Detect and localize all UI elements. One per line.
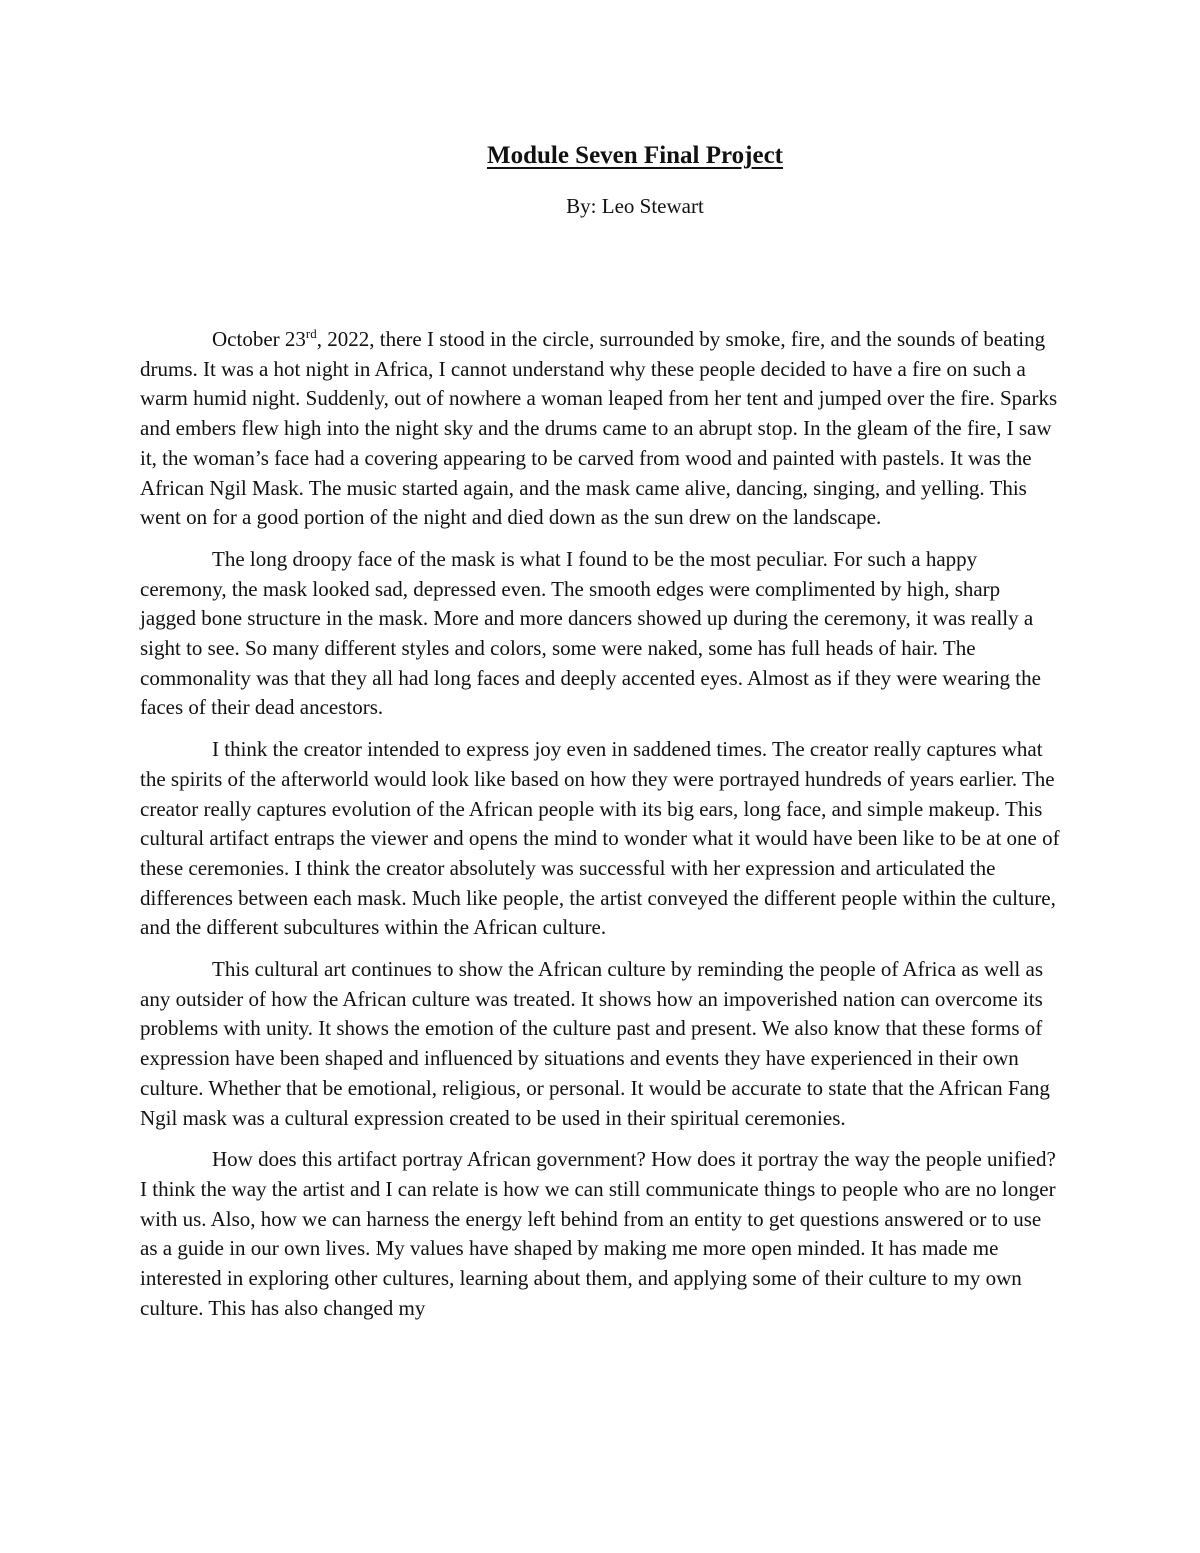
paragraph-4: This cultural art continues to show the African culture by reminding the people of Africa as well as any outsider of how the African culture was treated. It shows how an impoverished nation can overcome its problems with unity. It shows the emotion of the culture past and present. We also know that these forms of expression have been shaped and influenced by situations and events they have experienced in their own culture. Whether that be emotional, religious, or personal. It would be accurate to state that the African Fang Ngil mask was a cultural expression created to be used in their spiritual ceremonies.	[140, 957, 1050, 1130]
paragraph-2: The long droopy face of the mask is what I found to be the most peculiar. For such a happy ceremony, the mask looked sad, depressed even. The smooth edges were complimented by high, sharp jagged bone structure in the mask. More and more dancers showed up during the ceremony, it was really a sight to see. So many different styles and colors, some were naked, some has full heads of hair. The commonality was that they all had long faces and deeply accented eyes. Almost as if they were wearing the faces of their dead ancestors.	[140, 546, 1041, 720]
date-lead: October 23	[212, 327, 306, 351]
paragraph-1	[140, 325, 1060, 533]
paragraph-5: How does this artifact portray African government? How does it portray the way the people unified? I think the way the artist and I can relate is how we can still communicate things to people who are no longer with us. Also, how we can harness the energy left behind from an entity to get questions answered or to use as a guide in our own lives. My values have shaped by making me more open minded. It has made me interested in exploring other cultures, learning about them, and applying some of their culture to my own culture. This has also changed my	[140, 1147, 1056, 1320]
document-body	[140, 325, 1060, 1336]
document-title: Module Seven Final Project	[486, 142, 784, 169]
author-byline: By: Leo Stewart	[566, 194, 704, 218]
paragraph-3: I think the creator intended to express joy even in saddened times. The creator really captures what the spirits of the afterworld would look like based on how they were portrayed hundreds of years earlier. The creator really captures evolution of the African people with its big ears, long face, and simple makeup. This cultural artifact entraps the viewer and opens the mind to wonder what it would have been like to be at one of these ceremonies. I think the creator absolutely was successful with her expression and articulated the differences between each mask. Much like people, the artist conveyed the different people within the culture, and the different subcultures within the African culture.	[140, 737, 1060, 940]
ordinal-suffix: rd	[305, 326, 317, 341]
paragraph-1-text: , 2022, there I stood in the circle, surrounded by smoke, fire, and the sounds of beating drums. It was a hot night in Africa, I cannot understand why these people decided to have a fire on such a warm humid night. Suddenly, out of nowhere a woman leaped from her tent and jumped over the fire. Sparks and embers flew high into the night sky and the drums came to an abrupt stop. In the gleam of the fire, I saw it, the woman’s face had a covering appearing to be carved from wood and painted with pastels. It was the African Ngil Mask. The music started again, and the mask came alive, dancing, singing, and yelling. This went on for a good portion of the night and died down as the sun drew on the landscape.	[140, 327, 1058, 530]
